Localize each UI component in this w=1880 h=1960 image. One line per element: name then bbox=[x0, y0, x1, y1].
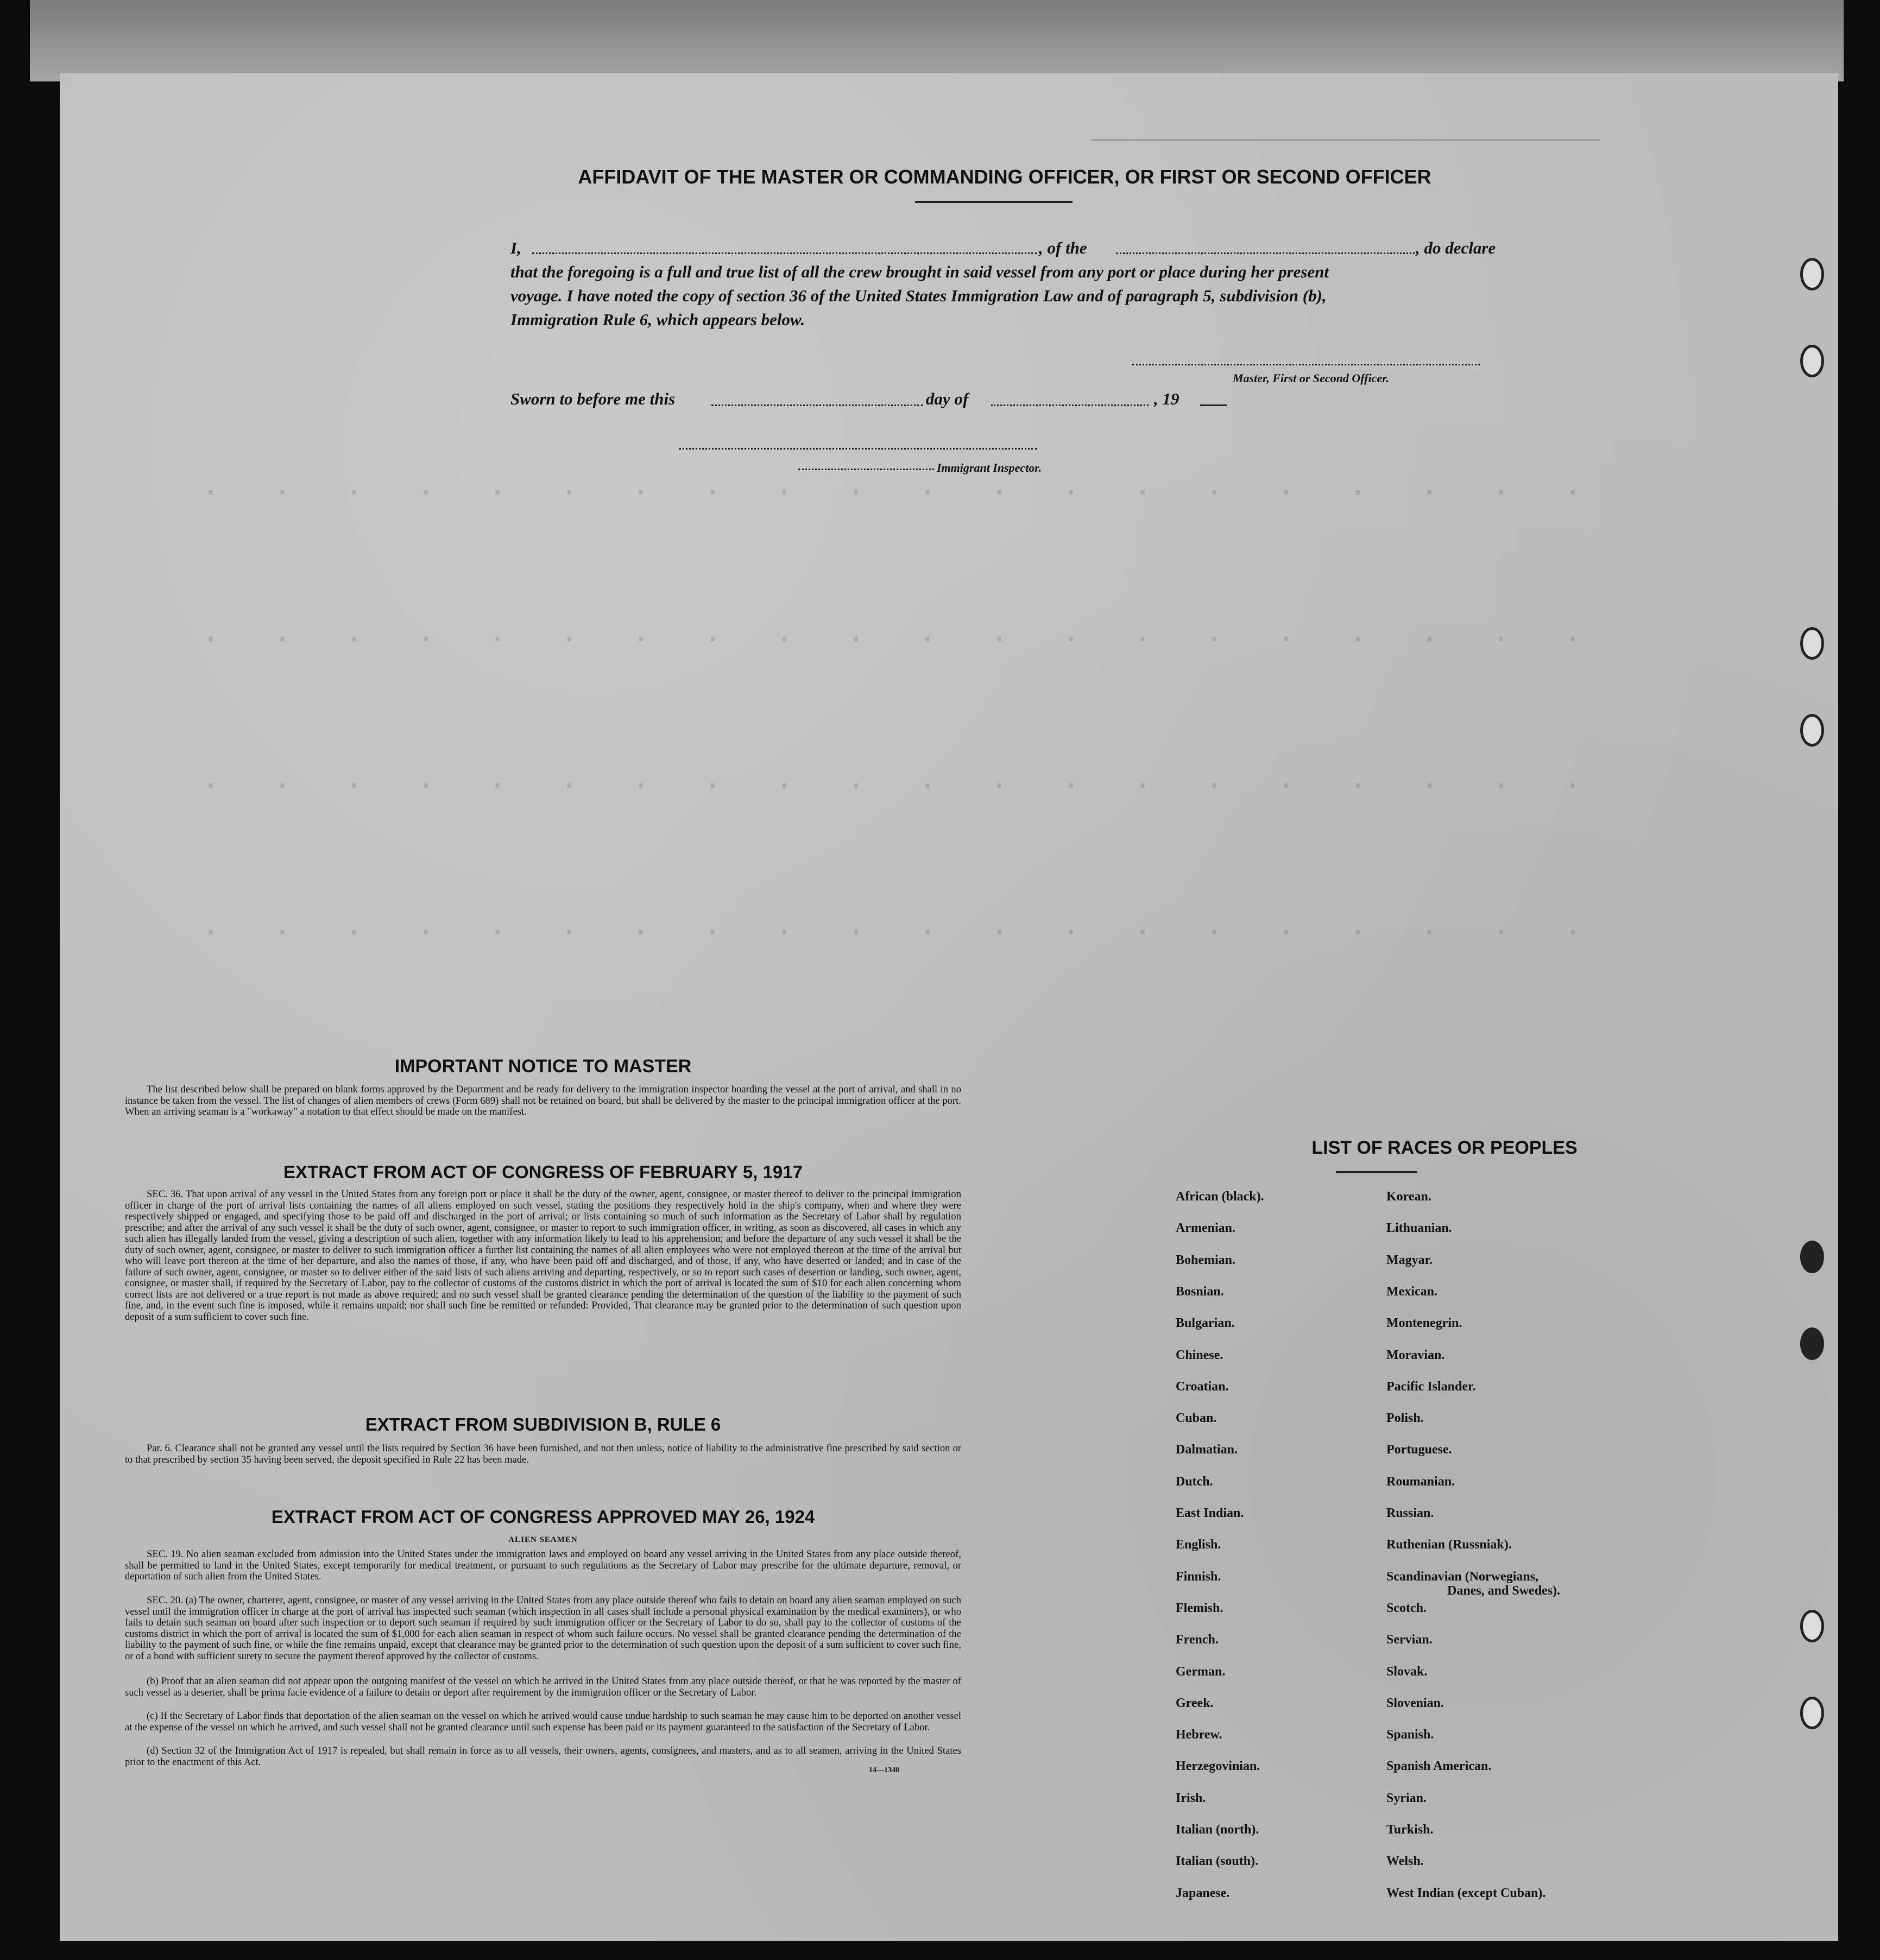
extract-1924-subtitle: ALIEN SEAMEN bbox=[508, 1535, 578, 1544]
race-item: Slovak. bbox=[1386, 1664, 1428, 1679]
race-item: Pacific Islander. bbox=[1386, 1379, 1476, 1394]
binder-hole bbox=[1800, 345, 1824, 377]
affidavit-line-3: Immigration Rule 6, which appears below. bbox=[510, 310, 805, 329]
race-item: Portuguese. bbox=[1386, 1443, 1452, 1457]
race-item: Servian. bbox=[1386, 1633, 1433, 1647]
race-item: Dalmatian. bbox=[1176, 1443, 1238, 1457]
binder-hole bbox=[1800, 1610, 1824, 1642]
binder-hole bbox=[1800, 258, 1824, 290]
race-item: Bosnian. bbox=[1176, 1284, 1224, 1299]
title-rule bbox=[915, 201, 1073, 203]
bleed-through-mark: · · · · · · · · · · · · · · · · · · · · bbox=[185, 768, 1583, 805]
race-item: Scotch. bbox=[1386, 1601, 1427, 1615]
inspector-signature-field[interactable] bbox=[679, 448, 1037, 450]
bleed-through-mark: ───────────────────────────────── bbox=[1092, 128, 1600, 151]
year-prefix: , 19 bbox=[1154, 389, 1179, 408]
race-item: Flemish. bbox=[1176, 1601, 1223, 1615]
sworn-day-field[interactable] bbox=[711, 404, 923, 406]
extract-1924-sec20d: (d) Section 32 of the Immigration Act of 1917 is repealed, but shall remain in force as to all vessels, their owners, agents, consignees, and masters, and as to all seamen, arriving in the United States prior to the enactment of this Act. bbox=[125, 1745, 961, 1768]
declare-i: I, bbox=[510, 238, 521, 257]
vessel-name-field[interactable] bbox=[1116, 252, 1415, 254]
binder-hole bbox=[1800, 714, 1824, 747]
race-item: Armenian. bbox=[1176, 1221, 1235, 1236]
race-item: Greek. bbox=[1176, 1696, 1214, 1710]
master-signature-field[interactable] bbox=[1132, 364, 1480, 365]
sworn-month-field[interactable] bbox=[991, 404, 1149, 406]
declarant-name-field[interactable] bbox=[532, 252, 1037, 254]
race-item: Cuban. bbox=[1176, 1411, 1217, 1426]
race-item: Bulgarian. bbox=[1176, 1316, 1235, 1331]
race-item: Finnish. bbox=[1176, 1569, 1221, 1584]
extract-rule6-title: EXTRACT FROM SUBDIVISION B, RULE 6 bbox=[365, 1414, 721, 1434]
inspector-leader bbox=[798, 469, 934, 470]
race-item: Danes, and Swedes). bbox=[1447, 1583, 1561, 1598]
declare-of-the: , of the bbox=[1039, 238, 1087, 257]
top-page-edge bbox=[30, 0, 1844, 81]
form-code: 14—1340 bbox=[869, 1766, 899, 1774]
race-item: East Indian. bbox=[1176, 1506, 1244, 1520]
bleed-through-mark: · · · · · · · · · · · · · · · · · · · · bbox=[185, 622, 1583, 659]
race-item: African (black). bbox=[1176, 1190, 1264, 1204]
extract-rule6-text: Par. 6. Clearance shall not be granted any vessel until the lists required by Section 36 have been furnished, and not then unless, notice of liability to the administrative fine prescribed by said section or to that prescribed by section 35 having been served, the deposit specified in Rule 22 has been made. bbox=[125, 1443, 961, 1465]
races-title-rule bbox=[1336, 1171, 1417, 1173]
race-item: Hebrew. bbox=[1176, 1728, 1222, 1742]
race-item: Lithuanian. bbox=[1386, 1221, 1452, 1236]
race-item: French. bbox=[1176, 1633, 1219, 1647]
binder-hole bbox=[1800, 627, 1824, 660]
race-item: West Indian (except Cuban). bbox=[1386, 1886, 1546, 1900]
race-item: Korean. bbox=[1386, 1190, 1431, 1204]
race-item: Slovenian. bbox=[1386, 1696, 1444, 1710]
notice-text: The list described below shall be prepared on blank forms approved by the Department and be ready for delivery to the immigration inspector boarding the vessel at the port of arrival, and shall in no instance be taken from the vessel. The list of changes of alien members of crews (Form 689) shall not be retained on board, but shall be delivered by the master to the principal immigration officer at the port. When an arriving seaman is a "workaway" a notation to that effect should be made on the manifest. bbox=[125, 1084, 961, 1117]
notice-title: IMPORTANT NOTICE TO MASTER bbox=[394, 1056, 692, 1077]
sworn-label: Sworn to before me this bbox=[510, 389, 676, 408]
binder-hole bbox=[1800, 1241, 1824, 1273]
race-item: Ruthenian (Russniak). bbox=[1386, 1538, 1512, 1552]
race-item: Magyar. bbox=[1386, 1253, 1433, 1267]
race-item: German. bbox=[1176, 1664, 1226, 1679]
sworn-year-field[interactable] bbox=[1200, 404, 1227, 406]
race-item: Scandinavian (Norwegians, bbox=[1386, 1569, 1539, 1584]
affidavit-line-2: voyage. I have noted the copy of section 36 of the United States Immigration Law and of paragraph 5, subdivision (b), bbox=[510, 286, 1327, 305]
extract-1924-sec20b: (b) Proof that an alien seaman did not appear upon the outgoing manifest of the vessel on which he arrived in the United States from any place outside thereof, or that he was reported by the master of such vessel as a deserter, shall be prima facie evidence of a failure to detain or deport after requirement by the immigration officer or the Secretary of Labor. bbox=[125, 1676, 961, 1698]
race-item: Chinese. bbox=[1176, 1348, 1223, 1362]
race-item: Roumanian. bbox=[1386, 1474, 1455, 1489]
race-item: Mexican. bbox=[1386, 1284, 1437, 1299]
race-item: Bohemian. bbox=[1176, 1253, 1236, 1267]
race-item: English. bbox=[1176, 1538, 1221, 1552]
race-item: Spanish. bbox=[1386, 1728, 1434, 1742]
binder-hole bbox=[1800, 1327, 1824, 1360]
race-item: Montenegrin. bbox=[1386, 1316, 1462, 1331]
affidavit-line-1: that the foregoing is a full and true list of all the crew brought in said vessel from any port or place during her present bbox=[510, 262, 1329, 281]
race-item: Irish. bbox=[1176, 1791, 1206, 1805]
extract-1917-text: SEC. 36. That upon arrival of any vessel in the United States from any foreign port or place it shall be the duty of the owner, agent, consignee, or master thereof to deliver to the principal immigration officer in charge of the port of arrival lists containing the names of all aliens employed on such vessel, stating the positions they respectively hold in the ship's company, when and where they were respectively shipped or engaged, and specifying those to be paid off and discharged in the port of arrival; or lists containing so much of such information as the Secretary of Labor shall by regulation prescribe; and after the arrival of any such vessel it shall be the duty of such owner, agent, consignee, or master to report to such immigration officer, in writing, as soon as discovered, all cases in which any such alien has illegally landed from the vessel, giving a description of such alien, together with any information likely to lead to his apprehension; and before the departure of any such vessel it shall be the duty of such owner, agent, consignee, or master to deliver to such immigration officer a further list containing the names of all alien employees who were not employed thereon at the time of the arrival but who will leave port thereon at the time of her departure, and also the names of those, if any, who have been paid off and discharged, and of those, if any, who have deserted or landed; and in case of the failure of such owner, agent, consignee, or master so to deliver either of the said lists of such aliens arriving and departing, respectively, or so to report such cases of desertion or landing, such owner, agent, consignee, or master shall, if required by the Secretary of Labor, pay to the collector of customs of the customs district in which the port of arrival is located the sum of $10 for each alien concerning whom correct lists are not delivered or a true report is not made as above required; and no such vessel shall be granted clearance pending the determination of the question of the liability to the payment of such fine, and, in the event such fine is imposed, while it remains unpaid; nor shall such fine be remitted or refunded: Provided, That clearance may be granted prior to the determination of such question upon deposit of a sum sufficient to cover such fine. bbox=[125, 1188, 961, 1323]
bleed-through-mark: · · · · · · · · · · · · · · · · · · · · bbox=[185, 475, 1583, 512]
extract-1924-sec20a: SEC. 20. (a) The owner, charterer, agent, consignee, or master of any vessel arriving in the United States from any place outside thereof who fails to detain on board any alien seaman employed on such vessel until the immigration officer in charge at the port of arrival has inspected such seaman (which inspection in all cases shall include a personal physical examination by the medical examiners), or who fails to detain such seaman on board after such inspection or to deport such seaman if required by such immigration officer or the Secretary of Labor to do so, shall pay to the collector of customs of the customs district in which the port of arrival is located the sum of $1,000 for each alien seaman in respect of whom such failure occurs. No vessel shall be granted clearance pending the determination of the liability to the payment of such fine, or while the fine remains unpaid, except that clearance may be granted prior to the determination of such question upon the deposit of a sum sufficient to cover such fine, or of a bond with sufficient surety to secure the payment thereof approved by the collector of customs. bbox=[125, 1595, 961, 1662]
affidavit-title: AFFIDAVIT OF THE MASTER OR COMMANDING OFFICER, OR FIRST OR SECOND OFFICER bbox=[578, 166, 1431, 188]
extract-1924-sec20c: (c) If the Secretary of Labor finds that deportation of the alien seaman on the vessel on which he arrived would cause undue hardship to such seaman he may cause him to be deported on another vessel at the expense of the vessel on which he arrived, and such vessel shall not be granted clearance until such expense has been paid or its payment guaranteed to the satisfaction of the Secretary of Labor. bbox=[125, 1710, 961, 1733]
race-item: Italian (south). bbox=[1176, 1854, 1259, 1869]
race-item: Japanese. bbox=[1176, 1886, 1230, 1900]
race-item: Turkish. bbox=[1386, 1823, 1434, 1837]
bleed-through-mark: · · · · · · · · · · · · · · · · · · · · bbox=[185, 915, 1583, 952]
extract-1917-title: EXTRACT FROM ACT OF CONGRESS OF FEBRUARY 5, 1917 bbox=[283, 1162, 803, 1182]
race-item: Croatian. bbox=[1176, 1379, 1229, 1394]
races-title: LIST OF RACES OR PEOPLES bbox=[1311, 1137, 1578, 1158]
race-item: Herzegovinian. bbox=[1176, 1759, 1260, 1774]
master-signature-label: Master, First or Second Officer. bbox=[1233, 371, 1390, 385]
race-item: Spanish American. bbox=[1386, 1759, 1492, 1774]
race-item: Welsh. bbox=[1386, 1854, 1424, 1869]
race-item: Dutch. bbox=[1176, 1474, 1213, 1489]
declare-end: , do declare bbox=[1416, 238, 1496, 257]
race-item: Polish. bbox=[1386, 1411, 1424, 1426]
race-item: Syrian. bbox=[1386, 1791, 1427, 1805]
binder-hole bbox=[1800, 1697, 1824, 1729]
race-item: Russian. bbox=[1386, 1506, 1434, 1520]
inspector-label: Immigrant Inspector. bbox=[937, 461, 1042, 475]
extract-1924-sec19: SEC. 19. No alien seaman excluded from admission into the United States under the immigration laws and employed on board any vessel arriving in the United States from any place outside thereof, shall be permitted to land in the United States, except temporarily for medical treatment, or pursuant to such regulations as the Secretary of Labor may prescribe for the ultimate departure, removal, or deportation of such alien from the United States. bbox=[125, 1548, 961, 1582]
race-item: Moravian. bbox=[1386, 1348, 1445, 1362]
race-item: Italian (north). bbox=[1176, 1823, 1259, 1837]
form-page bbox=[60, 73, 1838, 1941]
day-of-label: day of bbox=[926, 389, 969, 408]
extract-1924-title: EXTRACT FROM ACT OF CONGRESS APPROVED MAY 26, 1924 bbox=[271, 1507, 815, 1527]
